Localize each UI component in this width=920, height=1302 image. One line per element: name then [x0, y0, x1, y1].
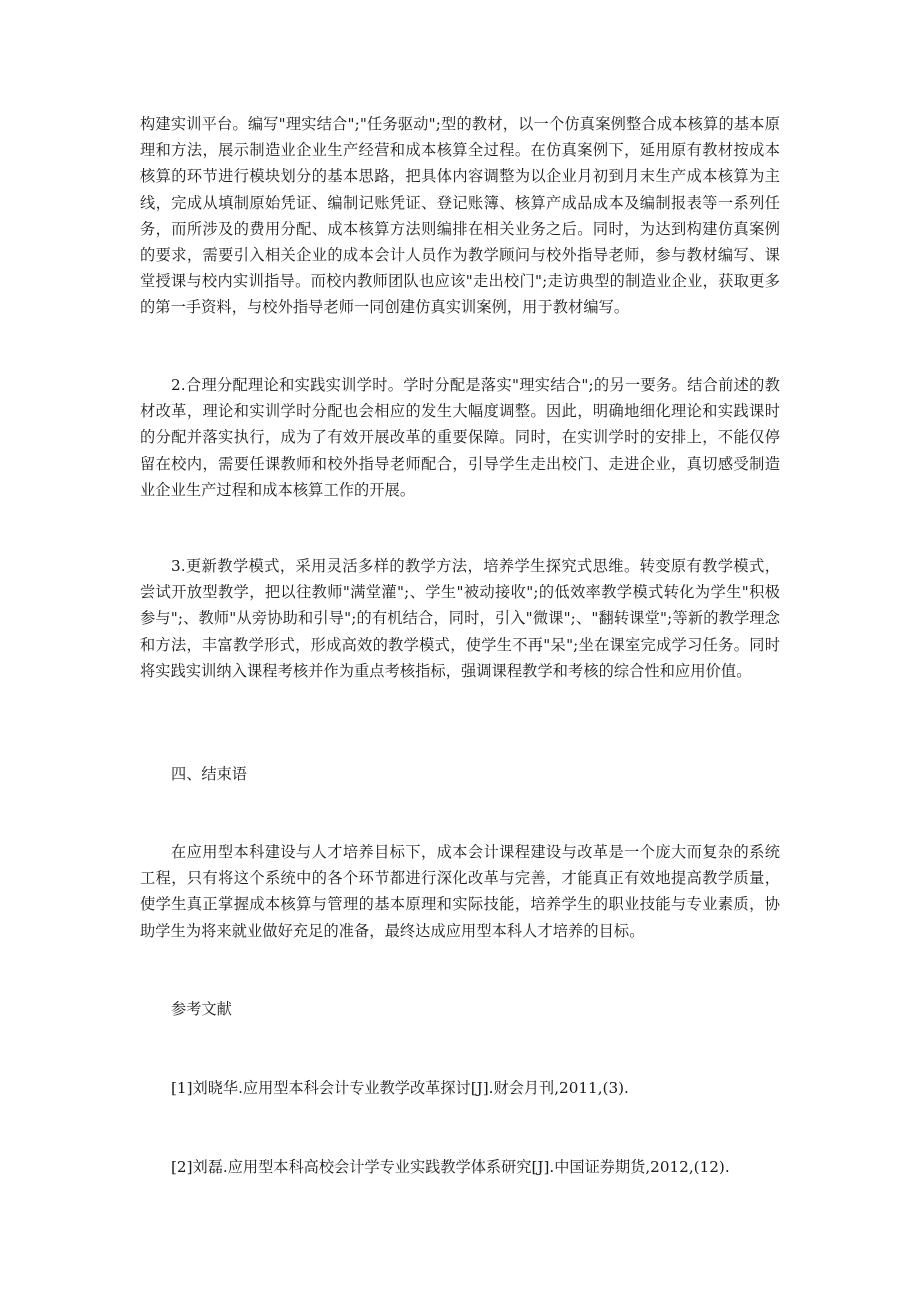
paragraph-class-hours: 2.合理分配理论和实践实训学时。学时分配是落实"理实结合";的另一要务。结合前述的教材改革，理论和实训学时分配也会相应的发生大幅度调整。因此，明确地细化理论和实践课时的分配并落实执行，成为了有效开展改革的重要保障。同时，在实训学时的安排上，不能仅停留在校内，需要任课教师和校外指导老师配合，引导学生走出校门、走进企业，真切感受制造业企业生产过程和成本核算工作的开展。	[140, 376, 780, 499]
references-heading: 参考文献	[171, 1000, 232, 1018]
reference-item-1: [1]刘晓华.应用型本科会计专业教学改革探讨[J].财会月刊,2011,(3).	[171, 1079, 629, 1097]
reference-item-2: [2]刘磊.应用型本科高校会计学专业实践教学体系研究[J].中国证券期货,2012,(12).	[171, 1158, 730, 1176]
paragraph-teaching-mode: 3.更新教学模式，采用灵活多样的教学方法，培养学生探究式思维。转变原有教学模式，尝试开放型教学，把以往教师"满堂灌";、学生"被动接收";的低效率教学模式转化为学生"积极参与";、教师"从旁协助和引导";的有机结合，同时，引入"微课";、"翻转课堂";等新的教学理念和方法，丰富教学形式，形成高效的教学模式，使学生不再"呆";坐在课室完成学习任务。同时将实践实训纳入课程考核并作为重点考核指标，强调课程教学和考核的综合性和应用价值。	[140, 557, 780, 680]
section-heading-conclusion: 四、结束语	[171, 765, 247, 783]
paragraph-textbook-reform: 构建实训平台。编写"理实结合";"任务驱动";型的教材，以一个仿真案例整合成本核算的基本原理和方法，展示制造业企业生产经营和成本核算全过程。在仿真案例下，延用原有教材按成本核算的环节进行模块划分的基本思路，把具体内容调整为以企业月初到月末生产成本核算为主线，完成从填制原始凭证、编制记账凭证、登记账簿、核算产成品成本及编制报表等一系列任务，而所涉及的费用分配、成本核算方法则编排在相关业务之后。同时，为达到构建仿真案例的要求，需要引入相关企业的成本会计人员作为教学顾问与校外指导老师，参与教材编写、课堂授课与校内实训指导。而校内教师团队也应该"走出校门";走访典型的制造业企业，获取更多的第一手资料，与校外指导老师一同创建仿真实训案例，用于教材编写。	[140, 115, 780, 317]
paragraph-conclusion: 在应用型本科建设与人才培养目标下，成本会计课程建设与改革是一个庞大而复杂的系统工程，只有将这个系统中的各个环节都进行深化改革与完善，才能真正有效地提高教学质量，使学生真正掌握成本核算与管理的基本原理和实际技能，培养学生的职业技能与专业素质，协助学生为将来就业做好充足的准备，最终达成应用型本科人才培养的目标。	[140, 843, 780, 940]
